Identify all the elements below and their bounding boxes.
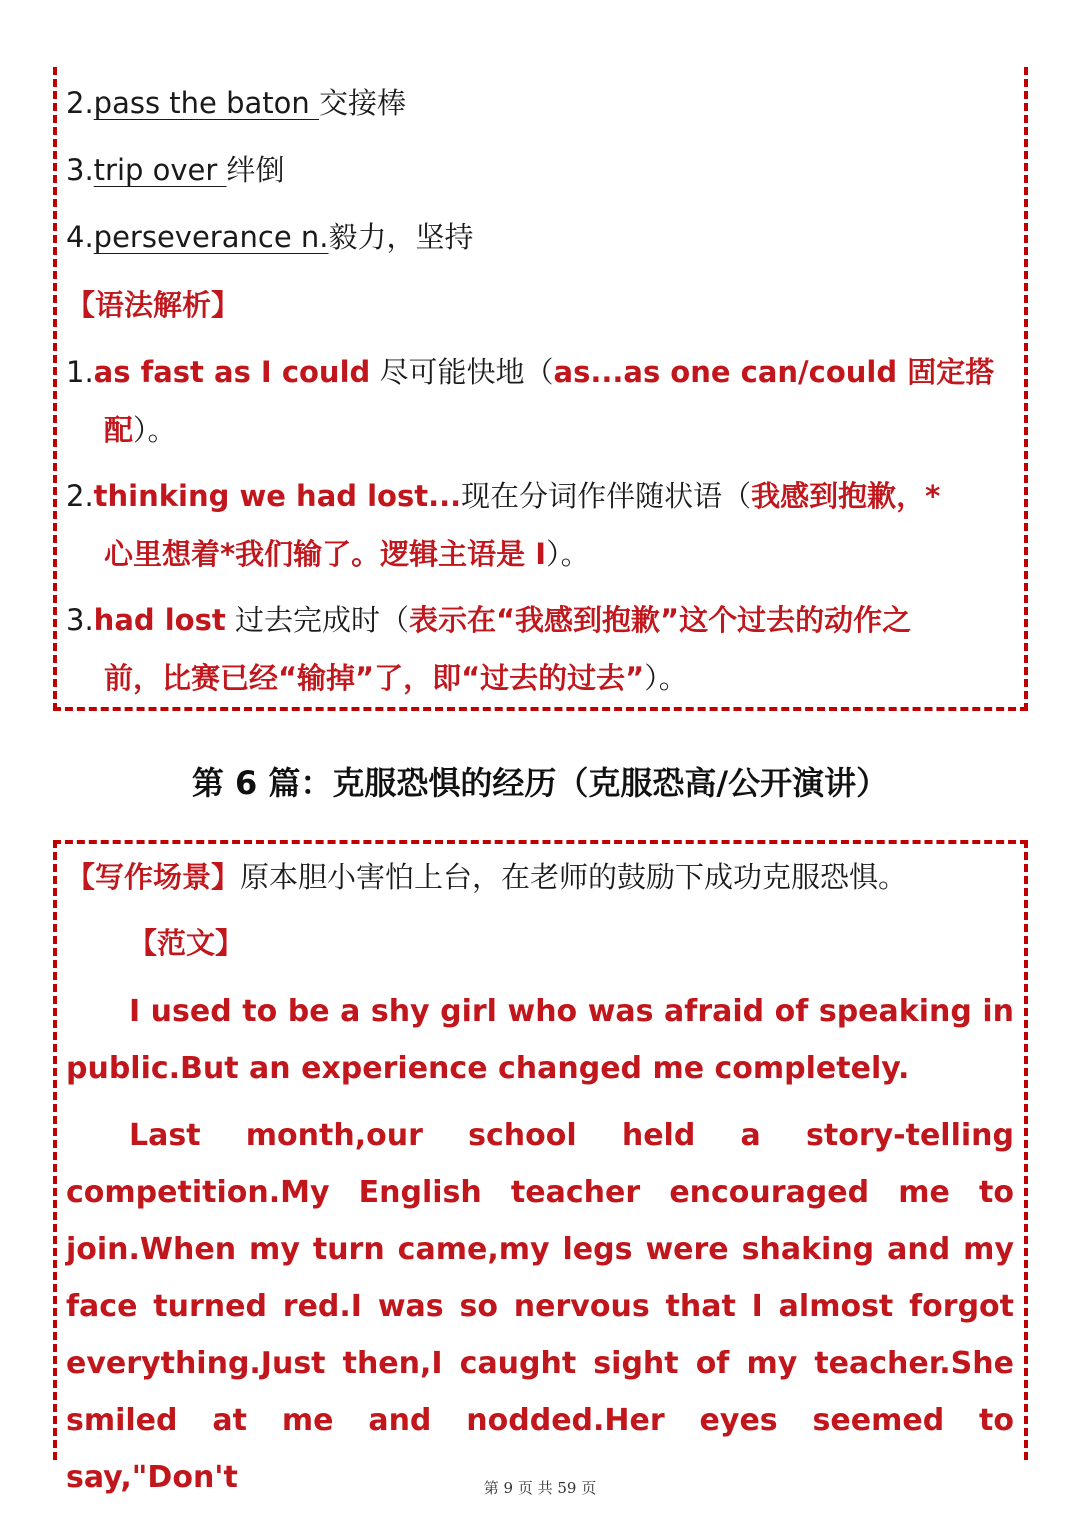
page-footer: 第 9 页 共 59 页 — [483, 1479, 597, 1497]
grammar-item: 3.had lost 过去完成时（表示在“我感到抱歉”这个过去的动作之 — [66, 603, 912, 637]
grammar-item-continued: 心里想着*我们输了。逻辑主语是 I）。 — [104, 537, 590, 571]
essay-paragraph: I used to be a shy girl who was afraid of speaking in public.But an experience changed me completely. — [66, 994, 1014, 1086]
grammar-item-continued: 配）。 — [104, 413, 177, 447]
grammar-item: 1.as fast as I could 尽可能快地（as...as one can/could 固定搭 — [66, 355, 995, 389]
grammar-heading: 【语法解析】 — [66, 288, 241, 322]
vocab-item: 3.trip over 绊倒 — [66, 153, 285, 187]
section-title: 第 6 篇：克服恐惧的经历（克服恐高/公开演讲） — [191, 764, 889, 802]
vocab-item: 4.perseverance n.毅力，坚持 — [66, 220, 474, 254]
essay-paragraph: Last month,our school held a story-telling competition.My English teacher encouraged me to join.When my turn came,my legs were shaking and my face turned red.I was so nervous that I almost forgot everything.Just then,I caught sight of my teacher.She smiled at me and nodded.Her eyes seemed to say,"Don't — [66, 1118, 1014, 1495]
grammar-item: 2.thinking we had lost...现在分词作伴随状语（我感到抱歉，* — [66, 479, 941, 513]
grammar-item-continued: 前，比赛已经“输掉”了，即“过去的过去”）。 — [104, 661, 688, 695]
vocab-item: 2.pass the baton 交接棒 — [66, 86, 407, 120]
model-essay — [66, 983, 1014, 1506]
model-essay-heading: 【范文】 — [128, 926, 245, 960]
writing-scene: 【写作场景】原本胆小害怕上台，在老师的鼓励下成功克服恐惧。 — [66, 860, 908, 894]
